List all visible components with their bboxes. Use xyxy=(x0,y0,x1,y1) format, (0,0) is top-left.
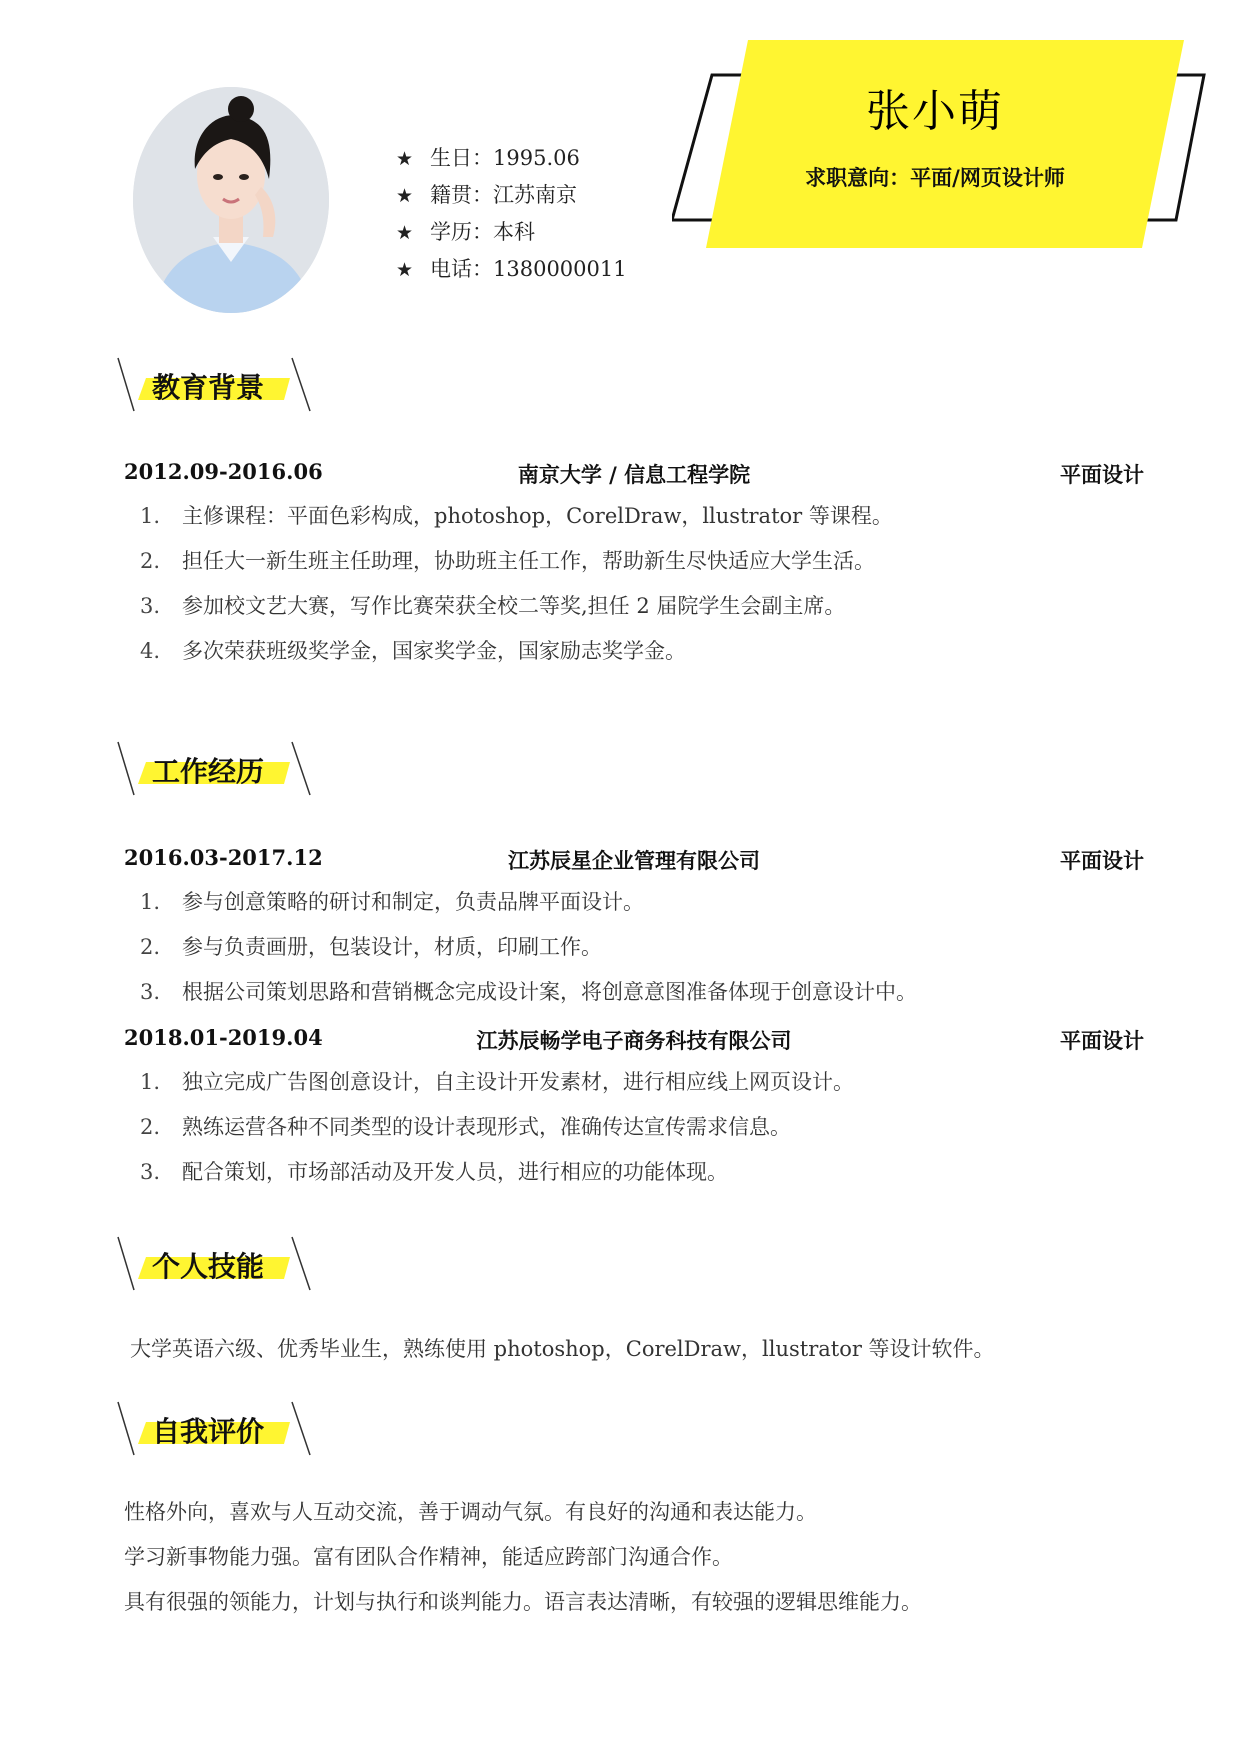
work-company: 江苏辰星企业管理有限公司 xyxy=(508,848,760,873)
section-title: 自我评价 xyxy=(152,1415,265,1448)
list-item: 3. 根据公司策划思路和营销概念完成设计案，将创意意图准备体现于创意设计中。 xyxy=(140,980,917,1004)
info-education: ★ 学历：本科 xyxy=(396,214,627,251)
work-details-list-1 xyxy=(140,886,917,1021)
section-title: 工作经历 xyxy=(152,755,265,788)
work-date: 2018.01-2019.04 xyxy=(124,1025,323,1050)
list-item: 2. 参与负责画册，包装设计，材质，印刷工作。 xyxy=(140,935,602,959)
work-company: 江苏辰畅学电子商务科技有限公司 xyxy=(476,1028,792,1053)
education-date: 2012.09-2016.06 xyxy=(124,459,323,484)
list-item: 3. 配合策划，市场部活动及开发人员，进行相应的功能体现。 xyxy=(140,1160,728,1184)
self-eval-line: 学习新事物能力强。富有团队合作精神，能适应跨部门沟通合作。 xyxy=(124,1545,733,1569)
star-icon: ★ xyxy=(396,185,414,207)
work-date: 2016.03-2017.12 xyxy=(124,845,323,870)
info-birthday: ★ 生日：1995.06 xyxy=(396,140,627,177)
education-header-row xyxy=(124,459,1144,493)
candidate-name: 张小萌 xyxy=(866,86,1004,137)
portrait-illustration xyxy=(133,87,329,313)
basic-info-list xyxy=(396,140,627,288)
job-intent: 求职意向：平面/网页设计师 xyxy=(805,165,1065,190)
section-header-skills xyxy=(112,1235,322,1295)
section-title: 教育背景 xyxy=(152,371,265,404)
info-hometown: ★ 籍贯：江苏南京 xyxy=(396,177,627,214)
section-header-work xyxy=(112,740,322,800)
name-banner xyxy=(672,40,1212,255)
profile-photo xyxy=(133,87,329,313)
self-eval-line: 具有很强的领能力，计划与执行和谈判能力。语言表达清晰，有较强的逻辑思维能力。 xyxy=(124,1590,922,1614)
skills-text: 大学英语六级、优秀毕业生，熟练使用 photoshop，CorelDraw，llustrator 等设计软件。 xyxy=(130,1337,995,1361)
section-title: 个人技能 xyxy=(152,1250,265,1283)
work-header-row-1 xyxy=(124,845,1144,879)
section-header-self-eval xyxy=(112,1400,322,1460)
education-school: 南京大学 / 信息工程学院 xyxy=(517,462,751,487)
education-major: 平面设计 xyxy=(1060,462,1144,487)
list-item: 1. 参与创意策略的研讨和制定，负责品牌平面设计。 xyxy=(140,890,644,914)
info-phone: ★ 电话：1380000011 xyxy=(396,251,627,288)
star-icon: ★ xyxy=(396,259,414,281)
star-icon: ★ xyxy=(396,148,414,170)
banner-fill xyxy=(706,40,1184,248)
list-item: 1. 主修课程：平面色彩构成，photoshop，CorelDraw，llustrator 等课程。 xyxy=(140,504,893,528)
list-item: 2. 担任大一新生班主任助理，协助班主任工作，帮助新生尽快适应大学生活。 xyxy=(140,549,875,573)
education-details-list xyxy=(140,500,893,680)
work-role: 平面设计 xyxy=(1060,1028,1144,1053)
work-header-row-2 xyxy=(124,1025,1144,1059)
self-eval-lines xyxy=(124,1496,922,1631)
list-item: 3. 参加校文艺大赛，写作比赛荣获全校二等奖,担任 2 届院学生会副主席。 xyxy=(140,594,846,618)
work-role: 平面设计 xyxy=(1060,848,1144,873)
work-details-list-2 xyxy=(140,1066,854,1201)
list-item: 4. 多次荣获班级奖学金，国家奖学金，国家励志奖学金。 xyxy=(140,639,686,663)
list-item: 1. 独立完成广告图创意设计，自主设计开发素材，进行相应线上网页设计。 xyxy=(140,1070,854,1094)
star-icon: ★ xyxy=(396,222,414,244)
list-item: 2. 熟练运营各种不同类型的设计表现形式，准确传达宣传需求信息。 xyxy=(140,1115,791,1139)
section-header-education xyxy=(112,356,322,416)
self-eval-line: 性格外向，喜欢与人互动交流，善于调动气氛。有良好的沟通和表达能力。 xyxy=(124,1500,817,1524)
